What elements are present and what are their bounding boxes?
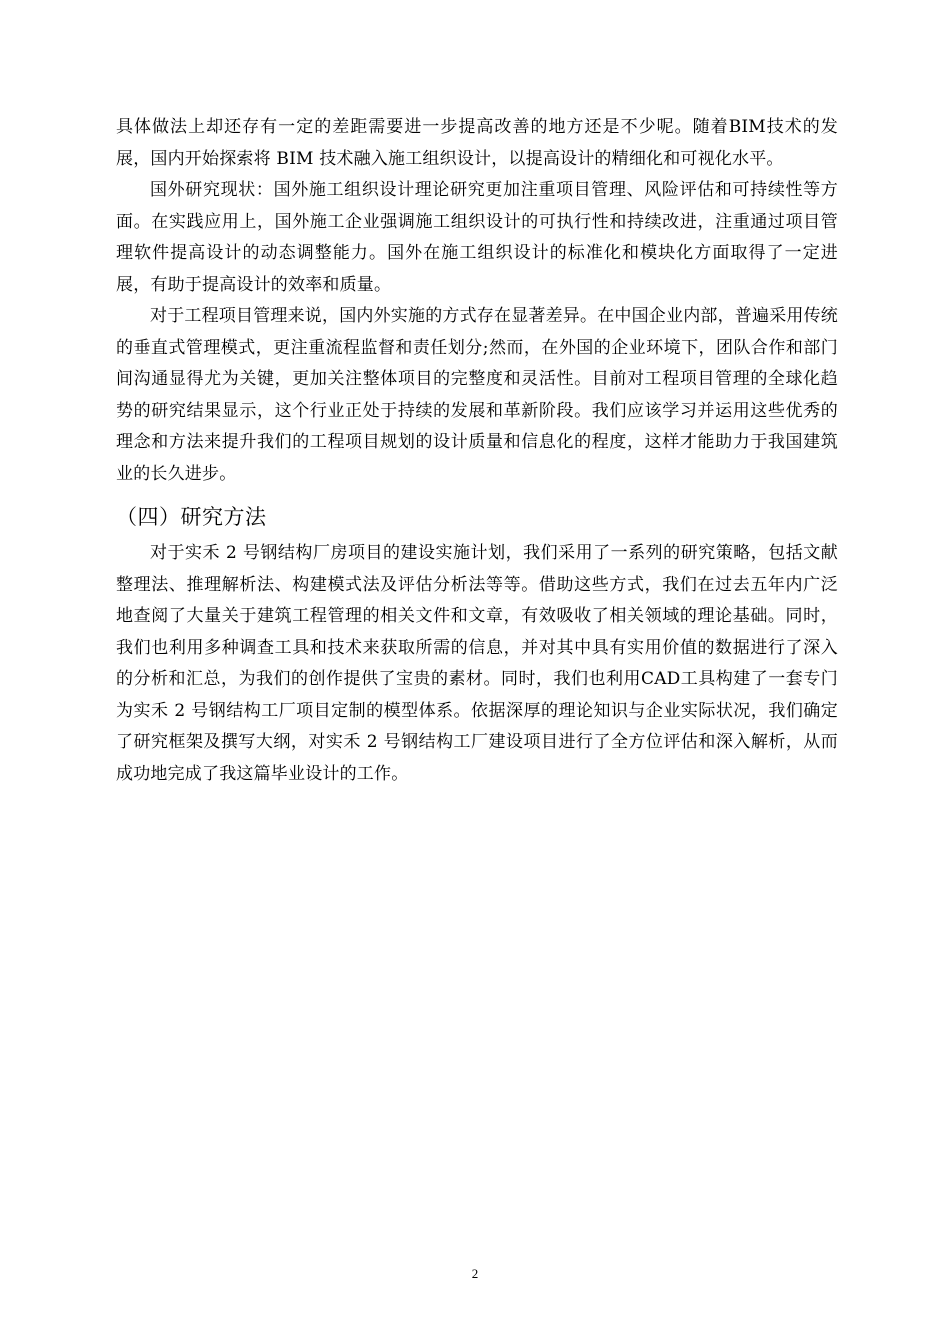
paragraph-management-comparison: 对于工程项目管理来说，国内外实施的方式存在显著差异。在中国企业内部，普遍采用传统的垂直式管理模式，更注重流程监督和责任划分;然而，在外国的企业环境下，团队合作和部门间沟通显得尤为关键，更加关注整体项目的完整度和灵活性。目前对工程项目管理的全球化趋势的研究结果显示，这个行业正处于持续的发展和革新阶段。我们应该学习并运用这些优秀的理念和方法来提升我们的工程项目规划的设计质量和信息化的程度，这样才能助力于我国建筑业的长久进步。: [116, 306, 838, 484]
paragraph-foreign-status: 国外研究现状：国外施工组织设计理论研究更加注重项目管理、风险评估和可持续性等方面。在实践应用上，国外施工企业强调施工组织设计的可执行性和持续改进，注重通过项目管理软件提高设计的动态调整能力。国外在施工组织设计的标准化和模块化方面取得了一定进展，有助于提高设计的效率和质量。: [116, 180, 838, 295]
page-number: 2: [471, 1266, 479, 1281]
paragraph-research-methods: 对于实禾 2 号钢结构厂房项目的建设实施计划，我们采用了一系列的研究策略，包括文献整理法、推理解析法、构建模式法及评估分析法等等。借助这些方式，我们在过去五年内广泛地查阅了大量关于建筑工程管理的相关文件和文章，有效吸收了相关领域的理论基础。同时，我们也利用多种调查工具和技术来获取所需的信息，并对其中具有实用价值的数据进行了深入的分析和汇总，为我们的创作提供了宝贵的素材。同时，我们也利用CAD工具构建了一套专门为实禾 2 号钢结构工厂项目定制的模型体系。依据深厚的理论知识与企业实际状况，我们确定了研究框架及撰写大纲，对实禾 2 号钢结构工厂建设项目进行了全方位评估和深入解析，从而成功地完成了我这篇毕业设计的工作。: [116, 543, 838, 784]
section-heading-research-methods: （四）研究方法: [116, 505, 267, 529]
page-body: [116, 112, 838, 790]
paragraph-domestic-status-end: 具体做法上却还存有一定的差距需要进一步提高改善的地方还是不少呢。随着BIM技术的发展，国内开始探索将 BIM 技术融入施工组织设计，以提高设计的精细化和可视化水平。: [116, 117, 838, 169]
